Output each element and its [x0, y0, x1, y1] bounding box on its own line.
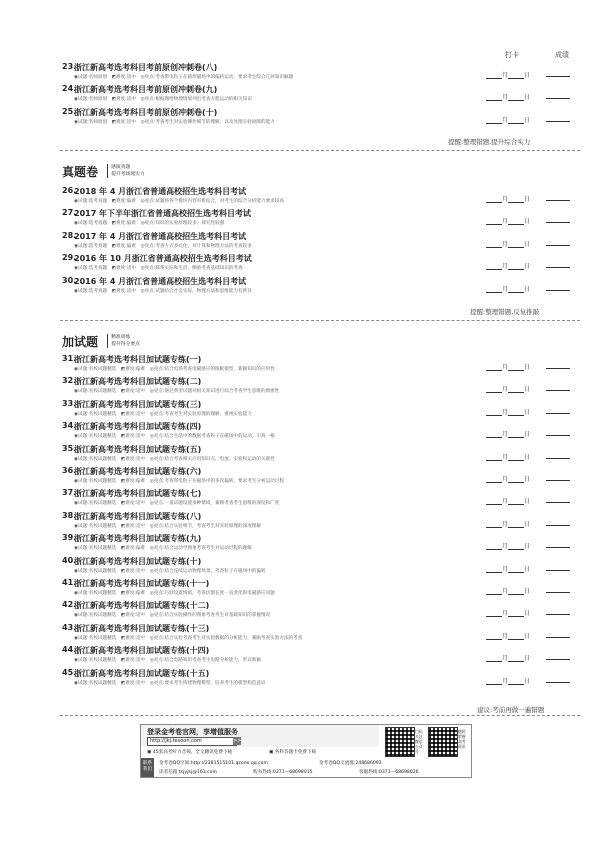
checkin-date-field[interactable] [486, 407, 530, 416]
item-number: 34. [62, 421, 77, 431]
item-title: 浙江新高考选考科目考前原创冲刺卷(九) [74, 85, 218, 95]
qr-caption-1: 扫码关注微信公众号 [415, 729, 423, 754]
month-label: 月 [502, 240, 509, 248]
item-number: 43. [62, 622, 77, 632]
score-field[interactable] [546, 435, 570, 436]
item-meta: ◉试题:名校试题精选 ◩难度:适中 ◎亮点:结合实验细节，考查考生对实验原理的深度理解 [74, 523, 261, 529]
checkin-date-field[interactable] [486, 239, 530, 248]
month-label: 月 [502, 431, 509, 439]
item-meta: ◉试题:名校试题精选 ◩难度:偏难 ◎亮点:巧妙设置情境，考查切割长度一直变化的电磁感应问题 [74, 591, 275, 596]
day-label: 日 [524, 588, 531, 595]
score-field[interactable] [546, 547, 570, 548]
checkin-date-field[interactable] [486, 631, 530, 640]
qq-space: 金考卷QQ空间:http://2281515101.qzone.qq.com [159, 761, 268, 766]
item-meta: ◉试题:选考真题 ◩难度:适中 ◎亮点:联系实际和生活，侧重考查基础知识的考查 [74, 266, 243, 272]
checkin-date-field[interactable] [486, 608, 530, 617]
checkin-date-field[interactable] [486, 541, 530, 550]
day-label: 日 [524, 240, 531, 248]
list-item [62, 488, 582, 510]
month-label: 月 [502, 588, 509, 595]
item-number: 31. [62, 354, 77, 363]
contact-bar [141, 758, 471, 777]
footer-banner [141, 725, 379, 747]
checkin-date-field[interactable] [486, 92, 530, 101]
day-label: 日 [524, 520, 531, 528]
item-number: 23. [62, 62, 77, 71]
checkin-header: 打卡 [505, 51, 519, 59]
item-number: 24. [62, 84, 77, 94]
item-number: 33. [62, 398, 77, 408]
day-label: 日 [524, 116, 531, 124]
score-field[interactable] [546, 458, 570, 459]
score-field[interactable] [546, 592, 570, 593]
checkin-date-field[interactable] [486, 194, 530, 203]
item-title: 浙江新高考选考科目加试题专练(八) [74, 511, 202, 521]
section-subtitle-extra [107, 334, 140, 348]
item-meta: ◉试题:选考真题 ◩难度:偏难 ◎亮点:知识的实验原理较多，探究性较强 [74, 221, 225, 227]
month-label: 月 [502, 543, 509, 551]
day-label: 日 [524, 386, 531, 394]
month-label: 月 [502, 520, 509, 528]
day-label: 日 [524, 632, 531, 640]
item-title: 浙江新高考选考科目加试题专练(二) [74, 377, 202, 387]
section-sub2-real: 提升考场理实力 [111, 172, 145, 177]
item-title: 浙江新高考选考科目加试题专练(四) [74, 422, 202, 432]
qr-caption-2: 随时掌握高考资讯 [458, 729, 466, 749]
month-label: 月 [502, 677, 509, 685]
item-title: 浙江新高考选考科目加试题专练(九) [74, 534, 202, 544]
score-field[interactable] [546, 98, 570, 99]
checkin-date-field[interactable] [486, 653, 530, 662]
score-field[interactable] [546, 682, 570, 683]
score-field[interactable] [546, 659, 570, 660]
item-number: 28. [62, 230, 77, 240]
item-number: 40. [62, 555, 77, 565]
day-label: 日 [524, 655, 531, 663]
day-label: 日 [524, 364, 531, 371]
checkin-date-field[interactable] [486, 115, 530, 124]
phone-service: 客服热线:0371—68698026 [359, 770, 419, 775]
list-item [62, 84, 582, 106]
checkin-date-field[interactable] [486, 362, 530, 371]
tip-extra: 建议:考前再做一遍错题 [477, 706, 545, 714]
list-item [62, 231, 582, 253]
item-title: 浙江新高考选考科目加试题专练(十四) [74, 646, 210, 656]
item-number: 35. [62, 443, 77, 453]
month-label: 月 [502, 263, 509, 271]
day-label: 日 [524, 476, 531, 483]
item-number: 45. [62, 667, 77, 677]
item-title: 浙江新高考选考科目加试题专练(六) [74, 467, 202, 476]
list-item [62, 107, 582, 129]
item-title: 浙江新高考选考科目加试题专练(一) [74, 355, 202, 364]
month-label: 月 [502, 94, 509, 102]
score-field[interactable] [546, 637, 570, 638]
item-number: 29. [62, 253, 77, 263]
score-field[interactable] [546, 267, 570, 268]
item-number: 27. [62, 208, 77, 218]
qr-code-icon [428, 727, 458, 757]
score-field[interactable] [546, 76, 570, 77]
list-item [62, 208, 582, 230]
section-sub1-real: 感演真题 [111, 165, 131, 170]
item-meta: ◉试题:名校试题精选 ◩难度:偏难 ◎亮点:结合运动学图象考查考生对运动过程的理解 [74, 546, 252, 552]
section-header-real [62, 163, 145, 182]
tip-real: 提醒:整理错题,反复推敲 [470, 308, 540, 316]
day-label: 日 [524, 431, 531, 439]
item-number: 36. [62, 466, 77, 475]
month-label: 月 [502, 476, 509, 483]
list-item [62, 600, 582, 622]
section-title-extra: 加试题 [62, 335, 99, 349]
contact-tag: 联系我们 [141, 758, 154, 777]
list-item [62, 444, 582, 466]
item-title: 2017 年下半年浙江省普通高校招生选考科目考试 [74, 209, 252, 219]
checkin-date-field[interactable] [486, 564, 530, 573]
month-label: 月 [502, 655, 509, 663]
checkin-date-field[interactable] [486, 452, 530, 461]
score-field[interactable] [546, 121, 570, 122]
section-subtitle-real [107, 164, 145, 178]
score-field[interactable] [546, 245, 570, 246]
score-field[interactable] [546, 614, 570, 615]
day-label: 日 [524, 610, 531, 618]
month-label: 月 [502, 218, 509, 226]
item-number: 39. [62, 533, 77, 543]
item-title: 浙江新高考选考科目加试题专练(五) [74, 444, 202, 454]
item-meta: ◉试题:选考真题 ◩难度:偏难 ◎亮点:考查方式多元化，对计算和物理方法的考查较多 [74, 243, 252, 249]
list-item [62, 556, 582, 578]
item-title: 浙江新高考选考科目加试题专练(十五) [74, 668, 210, 678]
qq-group: 金考卷QQ交流群:248686092 [319, 761, 382, 766]
month-label: 月 [502, 364, 509, 371]
list-item [62, 186, 582, 208]
item-title: 2017 年 4 月浙江省普通高校招生选考科目考试 [74, 231, 247, 241]
list-item [62, 623, 582, 645]
email: 读者信箱:tsjyjkj@163.com [159, 770, 217, 775]
checkin-date-field[interactable] [486, 519, 530, 528]
list-item [62, 276, 582, 298]
list-item [62, 578, 582, 600]
footer-badge-card: ▣ 各科答题卡免费下载 [269, 750, 317, 755]
item-meta: ◉试题:名校试题精选 ◩难度:适中 ◎亮点:结合考查相关应用知识点，电流、实验和运动的关联性 [74, 456, 275, 462]
day-label: 日 [524, 72, 531, 79]
item-title: 浙江新高考选考科目加试题专练(十三) [74, 623, 210, 633]
footer-badge-audio: ▣ 45套高考听力音频、全文翻译免费下载 [147, 750, 233, 755]
day-label: 日 [524, 565, 531, 573]
day-label: 日 [524, 94, 531, 102]
item-title: 浙江新高考选考科目加试题专练(十) [74, 556, 202, 566]
divider [60, 320, 580, 321]
item-title: 浙江新高考选考科目加试题专练(十一) [74, 579, 210, 588]
score-field[interactable] [546, 200, 570, 201]
day-label: 日 [524, 498, 531, 506]
item-meta: ◉试题:名师原创 ◩难度:适中 ◎亮点:考查考生对实验操作细节的理解，以及处理实验故障的能力 [74, 119, 275, 125]
item-title: 2018 年 4 月浙江省普通高校招生选考科目考试 [74, 187, 247, 196]
go-icon[interactable]: >> [233, 738, 242, 744]
day-label: 日 [524, 677, 531, 685]
footer-title: 登录金考卷官网，享增值服务 [147, 728, 238, 736]
item-number: 37. [62, 488, 77, 498]
day-label: 日 [524, 285, 531, 293]
list-item [62, 354, 582, 376]
item-meta: ◉试题:名校试题精选 ◩难度:适中 ◎亮点:要求考生构建物理模型，培养考生的模型构造意识 [74, 680, 266, 686]
checkin-date-field[interactable] [486, 384, 530, 393]
score-field[interactable] [546, 480, 570, 481]
month-label: 月 [502, 632, 509, 640]
list-item [62, 421, 582, 443]
day-label: 日 [524, 196, 531, 203]
day-label: 日 [524, 543, 531, 551]
checkin-date-field[interactable] [486, 474, 530, 483]
item-title: 浙江新高考选考科目考前原创冲刺卷(八) [74, 63, 218, 72]
section-sub2-extra: 提升得分要点 [111, 342, 140, 347]
checkin-date-field[interactable] [486, 676, 530, 685]
item-title: 浙江新高考选考科目加试题专练(三) [74, 399, 202, 409]
score-field[interactable] [546, 290, 570, 291]
phone-order: 购书热线:0371—68698015 [253, 770, 313, 775]
day-label: 日 [524, 218, 531, 226]
item-meta: ◉试题:名校试题精选 ◩难度:偏难 ◎亮点:结合电场考查电磁感应的线框模型，新颖知识的应用性 [74, 367, 275, 372]
item-meta: ◉试题:名校试题精选 ◩难度:适中 ◎亮点:考查考生对实验原理的理解，重视实验能力 [74, 411, 252, 417]
item-meta: ◉试题:名师原创 ◩难度:适中 ◎亮点:根据题给物理情境列出考查方程运动的相关知识 [74, 97, 252, 103]
score-field[interactable] [546, 502, 570, 503]
month-label: 月 [502, 453, 509, 461]
checkin-date-field[interactable] [486, 261, 530, 270]
item-meta: ◉试题:名校试题精选 ◩难度:偏难 ◎亮点:考查带电粒子在磁场中的多次偏转，要求考生分析运动过程 [74, 479, 284, 484]
item-meta: ◉试题:名校试题精选 ◩难度:适中 ◎亮点:结合连续运动物理场景，考查粒子在磁场中的偏转 [74, 568, 266, 574]
item-meta: ◉试题:名校试题精选 ◩难度:适中 ◎亮点:通过典型试题对相关知识进行综合考查学生思维的缜密性 [74, 389, 280, 395]
score-field[interactable] [546, 390, 570, 391]
list-item [62, 668, 582, 690]
day-label: 日 [524, 408, 531, 416]
month-label: 月 [502, 285, 509, 293]
item-number: 32. [62, 376, 77, 386]
checkin-date-field[interactable] [486, 586, 530, 595]
list-item [62, 253, 582, 275]
score-field[interactable] [546, 525, 570, 526]
day-label: 日 [524, 453, 531, 461]
item-number: 25. [62, 106, 77, 116]
item-number: 38. [62, 510, 77, 520]
divider [60, 715, 580, 716]
section-title-real: 真题卷 [62, 165, 99, 179]
month-label: 月 [502, 386, 509, 394]
item-title: 浙江新高考选考科目加试题专练(七) [74, 489, 202, 499]
checkin-date-field[interactable] [486, 429, 530, 438]
checkin-date-field[interactable] [486, 216, 530, 225]
item-title: 2016 年 4 月浙江省普通高校招生选考科目考试 [74, 276, 247, 286]
checkin-date-field[interactable] [486, 496, 530, 505]
month-label: 月 [502, 116, 509, 124]
footer-url[interactable]: http://jkj.tesoon.com [147, 737, 237, 746]
item-meta: ◉试题:名师原创 ◩难度:适中 ◎亮点:考查带电粒子在圆形磁场中的偏转运动，要求考生综合几何知识解题 [74, 75, 294, 80]
checkin-date-field[interactable] [486, 70, 530, 79]
item-meta: ◉试题:选考真题 ◩难度:适中 ◎亮点:试题结合社会实际，物理方法和思维能力有涉及 [74, 288, 252, 294]
list-item [62, 62, 582, 84]
item-meta: ◉试题:名校试题精选 ◩难度:适中 ◎亮点:一道试题设置多种情境，兼顾考查考生思维的深度和广度 [74, 501, 280, 507]
item-number: 26. [62, 186, 77, 195]
item-title: 浙江新高考选考科目考前原创冲刺卷(十) [74, 107, 218, 117]
item-title: 2016 年 10 月浙江省普通高校招生选考科目考试 [74, 254, 252, 264]
list-item [62, 533, 582, 555]
item-meta: ◉试题:名校试题精选 ◩难度:适中 ◎亮点:结合生活中的数据考查粒子在磁场中的运动，引真一格 [74, 434, 275, 440]
promo-footer [140, 724, 472, 778]
section-header-extra [62, 333, 140, 352]
divider [60, 150, 580, 151]
list-item [62, 466, 582, 488]
list-item [62, 511, 582, 533]
list-item [62, 399, 582, 421]
item-number: 30. [62, 275, 77, 285]
month-label: 月 [502, 196, 509, 203]
item-meta: ◉试题:名校试题精选 ◩难度:适中 ◎亮点:结合电路知识考查考生电路分析能力，形式新颖 [74, 658, 261, 664]
qr-code-icon [385, 727, 415, 757]
score-field[interactable] [546, 222, 570, 223]
section-sub1-extra: 精准训练 [111, 335, 131, 340]
month-label: 月 [502, 408, 509, 416]
score-header: 成绩 [555, 51, 569, 59]
item-meta: ◉试题:名校试题精选 ◩难度:适中 ◎亮点:结合实验操作的图象考查考生对基础知识的掌握情况 [74, 613, 271, 619]
month-label: 月 [502, 72, 509, 79]
item-number: 41. [62, 578, 77, 587]
month-label: 月 [502, 610, 509, 618]
item-number: 44. [62, 645, 77, 655]
score-field[interactable] [546, 368, 570, 369]
score-field[interactable] [546, 570, 570, 571]
item-number: 42. [62, 600, 77, 610]
month-label: 月 [502, 565, 509, 573]
tip-mock: 提醒:整理错题,提升综合实力 [448, 138, 531, 146]
item-meta: ◉试题:名校试题精选 ◩难度:适中 ◎亮点:结合实验考查考生对实验数据的分析能力，兼顾考查实验方法的考查 [74, 635, 303, 641]
item-meta: ◉试题:选考真题 ◩难度:偏难 ◎亮点:试题将各个模块内容有机结合，对考生的综合分析能力要求较高 [74, 199, 284, 204]
item-title: 浙江新高考选考科目加试题专练(十二) [74, 601, 210, 611]
list-item [62, 645, 582, 667]
list-item [62, 376, 582, 398]
month-label: 月 [502, 498, 509, 506]
day-label: 日 [524, 263, 531, 271]
score-field[interactable] [546, 413, 570, 414]
checkin-date-field[interactable] [486, 284, 530, 293]
